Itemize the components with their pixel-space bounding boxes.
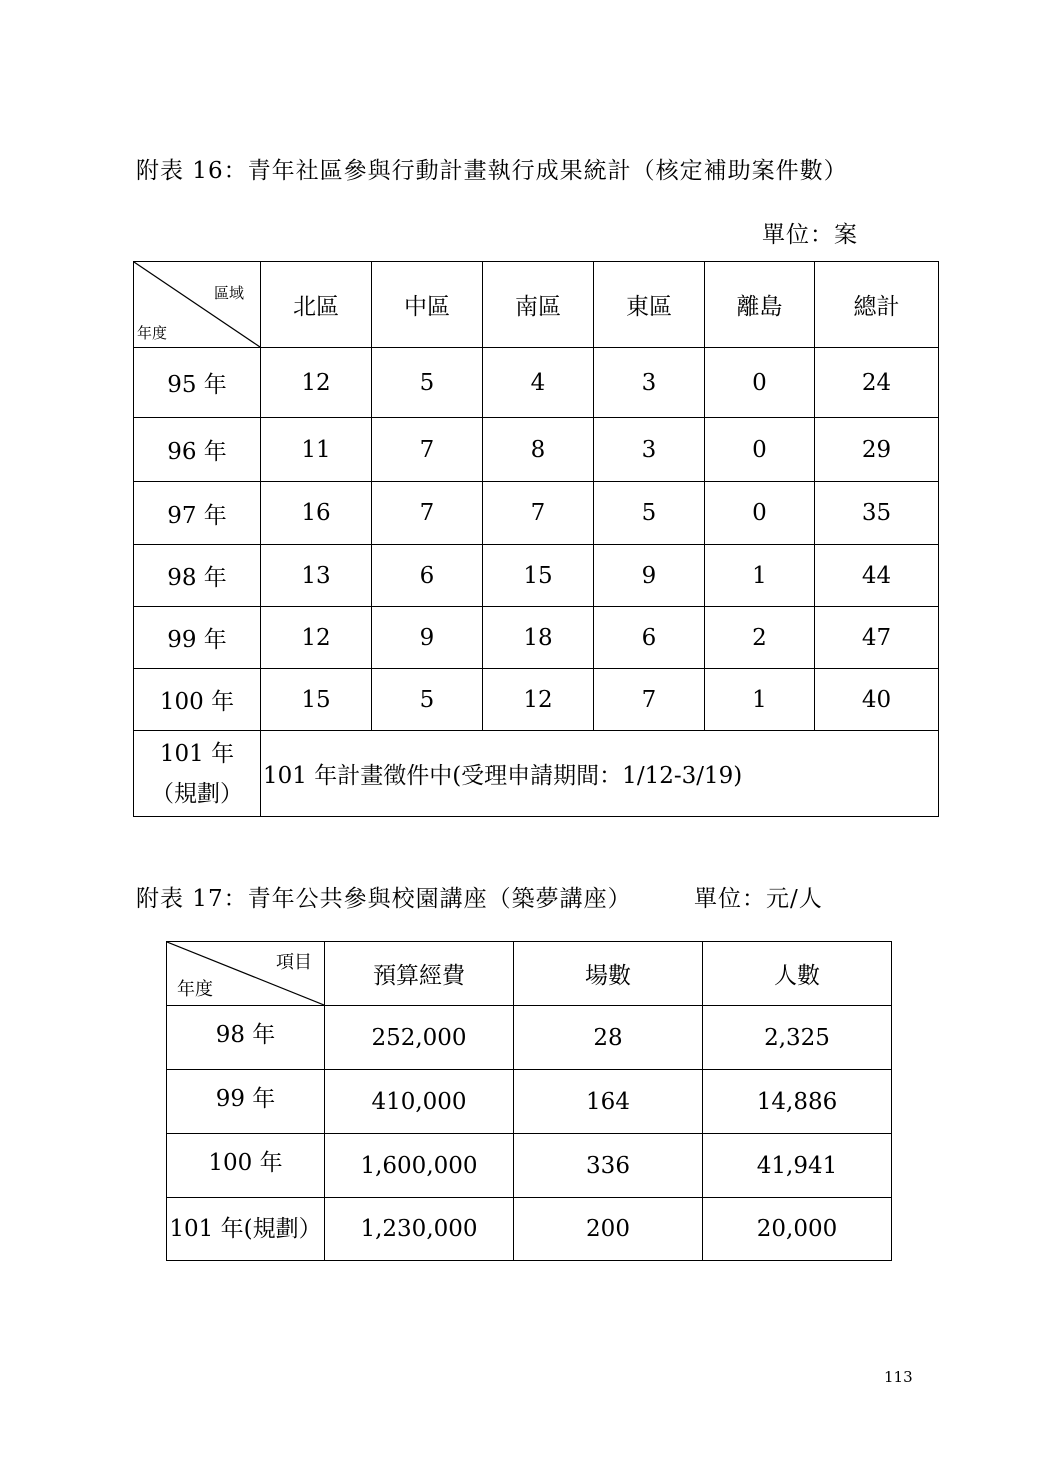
table16-header-north: 北區	[261, 262, 372, 348]
table16-unit: 單位：案	[762, 222, 858, 248]
table-cell: 164	[514, 1070, 703, 1134]
table-row	[167, 1070, 892, 1134]
table17-year-cell: 98 年	[167, 1006, 325, 1070]
table-cell: 16	[261, 482, 372, 545]
table16-year-cell: 95 年	[134, 348, 261, 418]
table-row	[167, 1006, 892, 1070]
table-cell: 3	[594, 348, 705, 418]
table-cell: 7	[594, 669, 705, 731]
table-row	[134, 348, 939, 418]
page-number: 113	[884, 1368, 913, 1386]
table17-year-cell: 99 年	[167, 1070, 325, 1134]
table-cell: 7	[372, 418, 483, 482]
table16-planned-row	[134, 731, 939, 817]
table-row	[134, 607, 939, 669]
table-cell: 15	[483, 545, 594, 607]
table16-corner-cell	[134, 262, 261, 348]
table16-year-cell: 98 年	[134, 545, 261, 607]
table16-header-south: 南區	[483, 262, 594, 348]
table16-planned-label: （規劃）	[151, 780, 243, 807]
table-cell: 1,600,000	[325, 1134, 514, 1198]
table-row	[134, 669, 939, 731]
table-cell: 8	[483, 418, 594, 482]
table16	[133, 261, 939, 817]
table-cell: 6	[594, 607, 705, 669]
table-cell: 6	[372, 545, 483, 607]
table17-corner-bottom-label: 年度	[177, 979, 213, 1000]
table-cell: 0	[705, 482, 815, 545]
table16-header-central: 中區	[372, 262, 483, 348]
table-cell: 13	[261, 545, 372, 607]
table-cell: 336	[514, 1134, 703, 1198]
table-cell: 12	[261, 348, 372, 418]
table17	[166, 941, 892, 1261]
table-cell: 7	[372, 482, 483, 545]
table16-year-cell: 96 年	[134, 418, 261, 482]
table-cell: 14,886	[703, 1070, 892, 1134]
table-cell: 18	[483, 607, 594, 669]
table-cell: 4	[483, 348, 594, 418]
table-row	[134, 545, 939, 607]
table-row	[134, 418, 939, 482]
table-cell: 3	[594, 418, 705, 482]
table16-header-east: 東區	[594, 262, 705, 348]
table16-year-cell: 97 年	[134, 482, 261, 545]
table16-planned-note: 101 年計畫徵件中(受理申請期間：1/12-3/19)	[261, 731, 939, 817]
table17-corner-top-label: 項目	[276, 952, 312, 973]
table-cell: 24	[815, 348, 939, 418]
table-cell: 5	[594, 482, 705, 545]
table-cell: 29	[815, 418, 939, 482]
table-cell: 9	[594, 545, 705, 607]
table-cell: 1,230,000	[325, 1198, 514, 1261]
table-cell: 35	[815, 482, 939, 545]
table-cell: 41,941	[703, 1134, 892, 1198]
table16-planned-year: 101 年	[159, 740, 235, 767]
table17-year-cell: 100 年	[167, 1134, 325, 1198]
table-cell: 44	[815, 545, 939, 607]
table17-header-sessions: 場數	[514, 942, 703, 1006]
table16-planned-year-cell	[134, 731, 261, 817]
table16-header-islands: 離島	[705, 262, 815, 348]
table-cell: 2	[705, 607, 815, 669]
table17-header-row	[167, 942, 892, 1006]
table-cell: 0	[705, 348, 815, 418]
table-row	[167, 1198, 892, 1261]
table-cell: 28	[514, 1006, 703, 1070]
table17-year-cell: 101 年(規劃）	[167, 1198, 325, 1261]
table-cell: 1	[705, 669, 815, 731]
table17-corner-cell	[167, 942, 325, 1006]
table16-header-row	[134, 262, 939, 348]
table-row	[167, 1134, 892, 1198]
table16-year-cell: 100 年	[134, 669, 261, 731]
table-cell: 5	[372, 669, 483, 731]
table-cell: 0	[705, 418, 815, 482]
table-cell: 1	[705, 545, 815, 607]
table16-corner-bottom-label: 年度	[137, 324, 168, 342]
table-cell: 12	[483, 669, 594, 731]
table-cell: 47	[815, 607, 939, 669]
table16-header-total: 總計	[815, 262, 939, 348]
table17-header-attendees: 人數	[703, 942, 892, 1006]
table16-year-cell: 99 年	[134, 607, 261, 669]
table17-caption: 附表 17：青年公共參與校園講座（築夢講座）	[136, 886, 632, 912]
table-cell: 200	[514, 1198, 703, 1261]
table17-unit: 單位：元/人	[694, 886, 823, 912]
table-row	[134, 482, 939, 545]
table-cell: 5	[372, 348, 483, 418]
table-cell: 7	[483, 482, 594, 545]
table-cell: 9	[372, 607, 483, 669]
table-cell: 40	[815, 669, 939, 731]
table-cell: 2,325	[703, 1006, 892, 1070]
table-cell: 20,000	[703, 1198, 892, 1261]
table-cell: 252,000	[325, 1006, 514, 1070]
table17-header-budget: 預算經費	[325, 942, 514, 1006]
table-cell: 12	[261, 607, 372, 669]
table-cell: 15	[261, 669, 372, 731]
table-cell: 410,000	[325, 1070, 514, 1134]
table16-corner-top-label: 區域	[213, 284, 244, 302]
table16-caption: 附表 16：青年社區參與行動計畫執行成果統計（核定補助案件數）	[136, 158, 848, 184]
table-cell: 11	[261, 418, 372, 482]
